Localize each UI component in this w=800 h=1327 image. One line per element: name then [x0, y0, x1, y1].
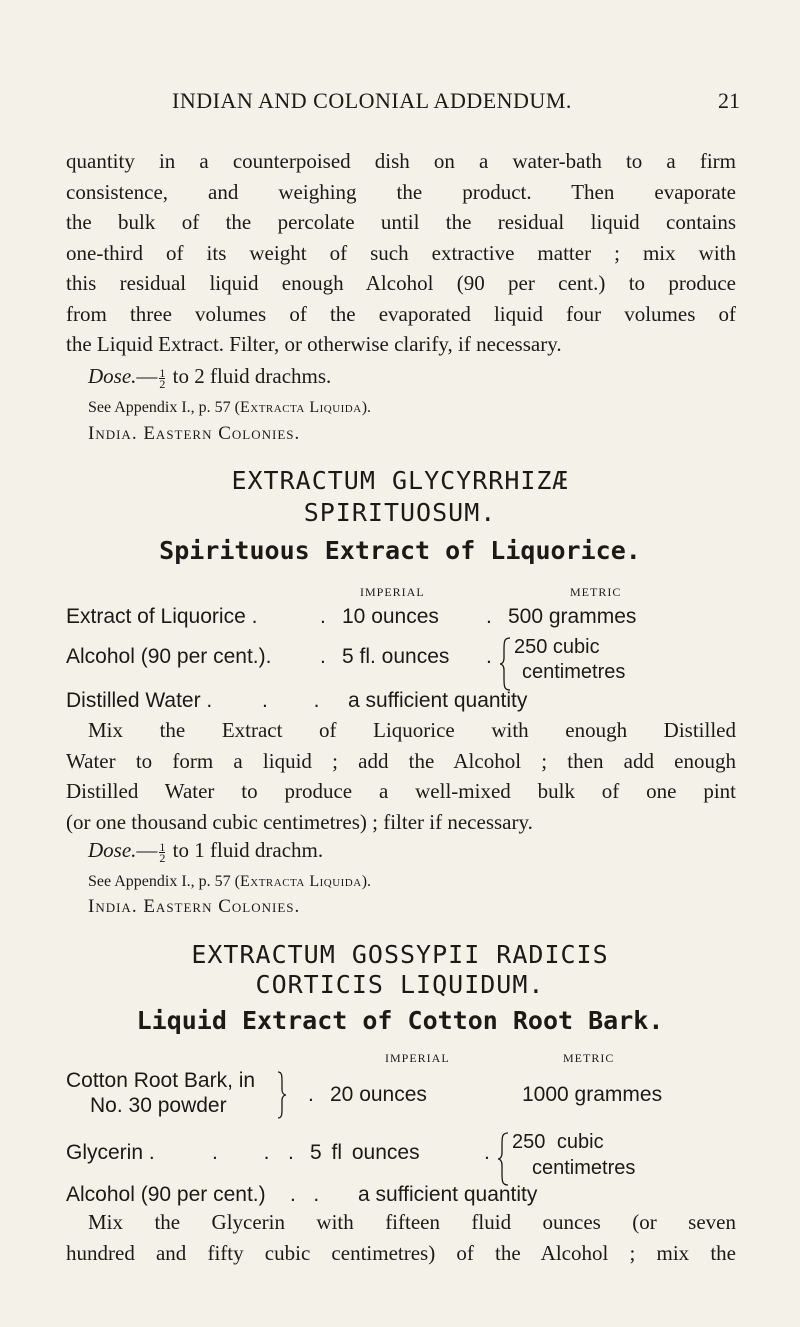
text-line: Distilled Water to produce a well-mixed bulk of one pint: [66, 779, 736, 803]
text-line: the Liquid Extract. Filter, or otherwise clarify, if necessary.: [66, 332, 562, 356]
text-line: from three volumes of the evaporated liquid four volumes of: [66, 301, 736, 326]
column-header-imperial: IMPERIAL: [360, 585, 425, 599]
running-head-title: INDIAN AND COLONIAL ADDENDUM.: [172, 88, 572, 113]
running-head: [120, 88, 740, 118]
india-colonies: India. Eastern Colonies.: [88, 896, 301, 917]
metric-amount: 1000 grammes: [522, 1083, 663, 1106]
dose-label: Dose.: [88, 838, 137, 862]
imperial-amount: 20 ounces: [330, 1083, 427, 1106]
sufficient-quantity: a sufficient quantity: [348, 689, 528, 712]
dose-dash: —: [136, 364, 158, 388]
section1-heading-line1: EXTRACTUM GLYCYRRHIZÆ: [231, 466, 569, 495]
dose-fraction: [159, 839, 166, 865]
separator-dot: .: [486, 605, 492, 628]
section2-heading-line1: EXTRACTUM GOSSYPII RADICIS: [191, 940, 609, 969]
dose-line: [88, 838, 323, 863]
brace-icon: [496, 1131, 510, 1187]
see-prefix: See Appendix I., p. 57 (: [88, 873, 240, 890]
see-reference: Extracta Liquida: [239, 399, 362, 416]
ingredient-name: Glycerin .: [66, 1141, 155, 1164]
section2-heading-line2: CORTICIS LIQUIDUM.: [255, 970, 545, 999]
text-line: one-third of its weight of such extractive matter ; mix with: [66, 240, 736, 265]
intro-paragraph: [66, 146, 736, 360]
text-line: hundred and fifty cubic centimetres) of the Alcohol ; mix the: [66, 1240, 736, 1265]
see-suffix: ).: [361, 399, 372, 416]
imperial-amount: 5 fl. ounces: [342, 645, 450, 668]
sufficient-quantity: a sufficient quantity: [358, 1183, 538, 1206]
column-header-imperial: IMPERIAL: [385, 1051, 450, 1065]
column-header-metric: METRIC: [570, 585, 622, 599]
separator-dots: . .: [212, 1141, 290, 1164]
dose-label: Dose.: [88, 364, 137, 388]
section2-subheading: Liquid Extract of Cotton Root Bark.: [136, 1006, 664, 1035]
separator-dots: . .: [262, 689, 340, 712]
separator-dot: .: [484, 1141, 490, 1164]
imperial-amount: 10 ounces: [342, 605, 439, 628]
metric-unit: centimetres: [532, 1157, 636, 1179]
india-colonies: India. Eastern Colonies.: [88, 423, 301, 444]
section1-subheading: Spirituous Extract of Liquorice.: [159, 536, 641, 565]
fraction-denominator: 2: [159, 850, 166, 865]
see-prefix: See Appendix I., p. 57 (: [88, 399, 240, 416]
see-appendix: [88, 399, 371, 417]
section1-heading-line2: SPIRITUOSUM.: [303, 498, 497, 527]
ingredient-name: Cotton Root Bark, in: [66, 1069, 256, 1092]
text-line: Mix the Glycerin with fifteen fluid ounces (or seven: [88, 1210, 736, 1234]
separator-dot: .: [486, 645, 492, 668]
column-header-metric: METRIC: [563, 1051, 615, 1065]
ingredient-name: No. 30 powder: [90, 1094, 227, 1117]
fraction-numerator: 1: [159, 365, 166, 380]
ingredient-name: Alcohol (90 per cent.).: [66, 645, 272, 668]
section1-method: [66, 715, 736, 837]
brace-icon: [276, 1070, 288, 1120]
text-line: quantity in a counterpoised dish on a water-bath to a firm: [66, 149, 736, 173]
page-number: 21: [718, 88, 740, 113]
metric-unit: centimetres: [522, 661, 626, 683]
separator-dot: .: [320, 605, 326, 628]
section2-method: [66, 1207, 736, 1268]
see-reference: Extracta Liquida: [239, 873, 362, 890]
separator-dot: .: [288, 1141, 294, 1164]
text-line: consistence, and weighing the product. Then evaporate: [66, 179, 736, 204]
text-line: Mix the Extract of Liquorice with enough Distilled: [88, 718, 736, 742]
metric-amount: 250 cubic: [514, 636, 600, 658]
see-appendix: [88, 873, 371, 891]
dose-dash: —: [136, 838, 158, 862]
metric-amount: 500 grammes: [508, 605, 637, 628]
dose-amount: to 1 fluid drachm.: [172, 838, 324, 862]
text-line: Water to form a liquid ; add the Alcohol ; then add enough: [66, 748, 736, 773]
brace-icon: [498, 636, 512, 692]
dose-line: [88, 364, 331, 389]
separator-dots: . .: [290, 1183, 320, 1206]
text-line: the bulk of the percolate until the residual liquid contains: [66, 210, 736, 234]
dose-fraction: [159, 365, 166, 391]
ingredient-name: Distilled Water .: [66, 689, 213, 712]
text-line: (or one thousand cubic centimetres) ; filter if necessary.: [66, 809, 533, 834]
metric-amount: 250 cubic: [512, 1131, 604, 1153]
fraction-numerator: 1: [159, 839, 166, 854]
ingredient-name: Extract of Liquorice .: [66, 605, 258, 628]
see-suffix: ).: [361, 873, 372, 890]
ingredient-name: Alcohol (90 per cent.): [66, 1183, 266, 1206]
separator-dot: .: [308, 1083, 314, 1106]
dose-amount: to 2 fluid drachms.: [172, 364, 332, 388]
separator-dot: .: [320, 645, 326, 668]
imperial-amount: 5 fl ounces: [310, 1141, 420, 1164]
text-line: this residual liquid enough Alcohol (90 per cent.) to produce: [66, 271, 736, 295]
fraction-denominator: 2: [159, 376, 166, 391]
